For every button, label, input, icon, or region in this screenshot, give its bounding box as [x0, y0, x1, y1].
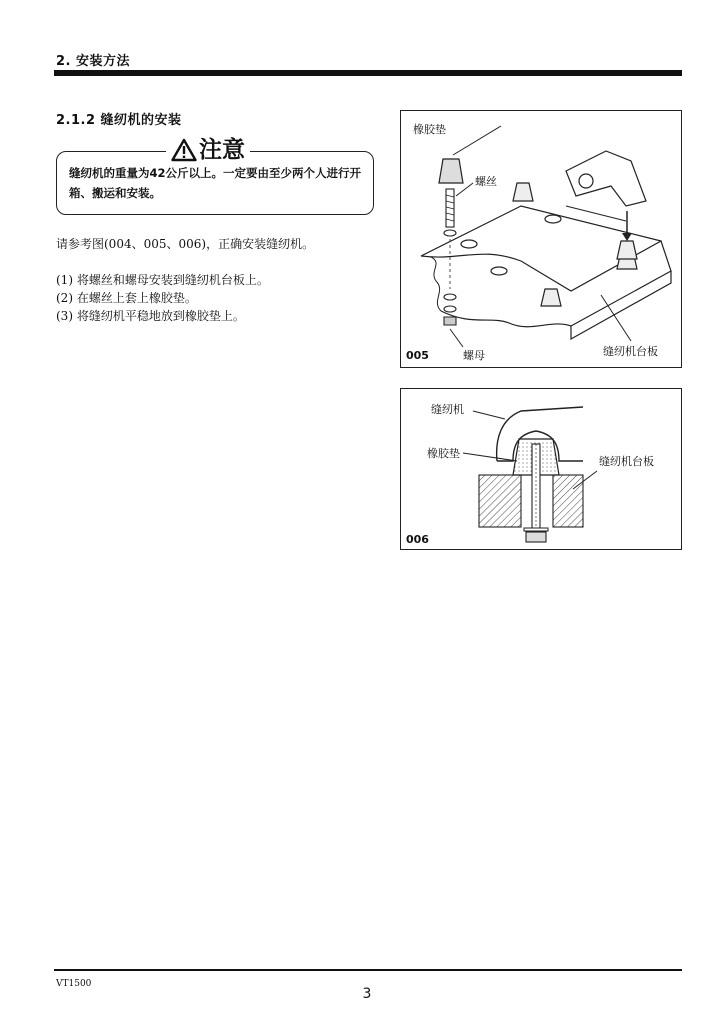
label-machine: 缝纫机	[431, 403, 464, 416]
figure-006	[400, 388, 682, 550]
label-table: 缝纫机台板	[599, 455, 654, 468]
label-nut: 螺母	[463, 349, 485, 362]
label-rubber-pad: 橡胶垫	[427, 447, 460, 460]
step-list	[56, 272, 269, 326]
step-item: (3) 将缝纫机平稳地放到橡胶垫上。	[56, 309, 245, 323]
figure-005-illustration	[401, 111, 681, 367]
caution-heading	[166, 136, 250, 164]
label-screw: 螺丝	[475, 175, 497, 188]
model-name: VT1500	[56, 979, 92, 989]
figure-005	[400, 110, 682, 368]
intro-text: 请参考图(004、005、006)，正确安装缝纫机。	[56, 237, 315, 251]
figure-number: 005	[406, 349, 429, 362]
label-rubber-pad: 橡胶垫	[413, 123, 446, 136]
label-table: 缝纫机台板	[603, 345, 658, 358]
footer-rule	[54, 969, 682, 971]
section-title: 2. 安装方法	[56, 54, 131, 69]
page-number: 3	[362, 986, 372, 1002]
warning-icon	[171, 138, 197, 162]
caution-text: 缝纫机的重量为42公斤以上。一定要由至少两个人进行开箱、搬运和安装。	[69, 166, 362, 200]
step-item: (1) 将螺丝和螺母安装到缝纫机台板上。	[56, 273, 269, 287]
subsection-title: 2.1.2 缝纫机的安装	[56, 113, 182, 128]
figure-number: 006	[406, 533, 429, 546]
header-rule	[54, 70, 682, 76]
step-item: (2) 在螺丝上套上橡胶垫。	[56, 291, 197, 305]
caution-heading-text: 注意	[199, 137, 245, 163]
